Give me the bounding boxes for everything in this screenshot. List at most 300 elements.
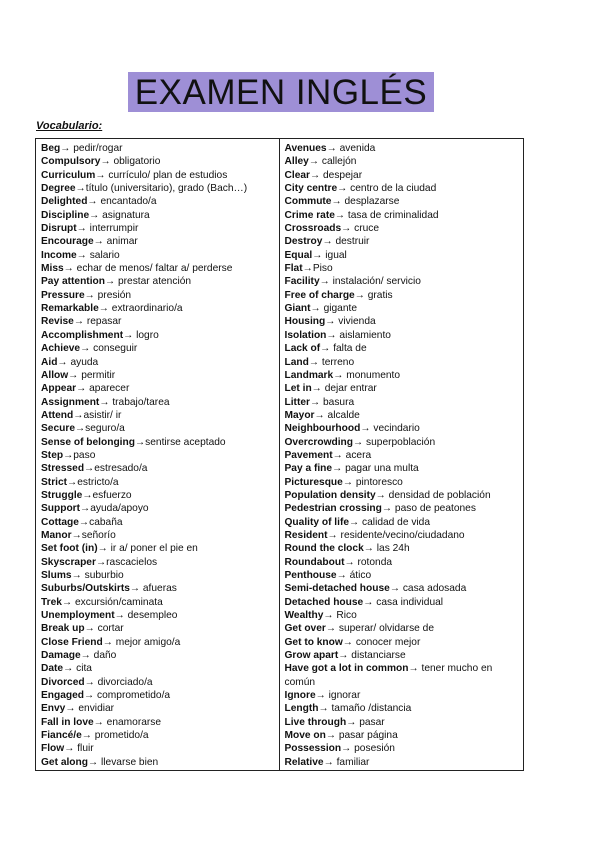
vocab-entry bbox=[285, 569, 524, 582]
arrow-icon: → bbox=[363, 596, 374, 608]
arrow-icon: → bbox=[87, 196, 98, 208]
vocab-term: Cottage bbox=[41, 516, 79, 528]
vocab-term: Pay attention bbox=[41, 276, 105, 288]
arrow-icon: → bbox=[102, 636, 113, 648]
arrow-icon: → bbox=[342, 476, 354, 488]
vocab-meaning: superpoblación bbox=[363, 436, 436, 448]
vocab-term: Remarkable bbox=[41, 303, 99, 315]
vocab-term: Strict bbox=[41, 476, 68, 488]
arrow-icon: → bbox=[84, 289, 95, 301]
vocab-meaning: salario bbox=[86, 249, 120, 261]
vocab-entry bbox=[41, 636, 279, 649]
vocab-entry bbox=[41, 529, 279, 542]
vocab-meaning: llevarse bien bbox=[98, 756, 159, 768]
vocab-term: Compulsory bbox=[41, 156, 101, 168]
vocab-term: Litter bbox=[284, 396, 310, 408]
arrow-icon: → bbox=[68, 369, 79, 381]
vocab-term: Lack of bbox=[284, 343, 321, 355]
arrow-icon: → bbox=[302, 263, 313, 275]
vocab-meaning: casa adosada bbox=[400, 583, 467, 595]
vocab-term: Ignore bbox=[284, 690, 316, 702]
vocab-meaning: callejón bbox=[319, 156, 357, 168]
vocab-term: Revise bbox=[41, 316, 74, 328]
vocab-term: Achieve bbox=[41, 343, 81, 355]
vocab-meaning: logro bbox=[133, 329, 159, 341]
arrow-icon: → bbox=[354, 289, 365, 301]
vocab-term: Grow apart bbox=[284, 650, 339, 662]
arrow-icon: → bbox=[60, 143, 71, 154]
vocab-term: Roundabout bbox=[284, 556, 345, 568]
arrow-icon: → bbox=[73, 316, 85, 328]
vocab-entry bbox=[41, 756, 279, 769]
vocab-term: Facility bbox=[284, 276, 320, 288]
vocab-entry bbox=[285, 542, 524, 555]
vocab-entry bbox=[41, 169, 279, 182]
arrow-icon: → bbox=[325, 730, 337, 742]
vocab-entry bbox=[41, 676, 279, 689]
vocab-term: Trek bbox=[41, 596, 62, 608]
vocab-term: Clear bbox=[284, 169, 310, 181]
vocab-term: Wealthy bbox=[284, 610, 324, 622]
vocab-meaning: cabaña bbox=[89, 516, 123, 528]
vocab-meaning: aparecer bbox=[86, 383, 130, 395]
vocab-meaning: gigante bbox=[320, 303, 357, 315]
arrow-icon: → bbox=[64, 743, 75, 755]
arrow-icon: → bbox=[80, 503, 91, 515]
arrow-icon: → bbox=[319, 276, 330, 288]
vocab-term: Divorced bbox=[41, 676, 85, 688]
arrow-icon: → bbox=[61, 596, 73, 608]
vocab-entry bbox=[285, 396, 524, 409]
vocab-meaning: conseguir bbox=[90, 343, 138, 355]
vocab-entry bbox=[285, 702, 524, 715]
vocab-entry bbox=[285, 476, 524, 489]
vocab-term: Landmark bbox=[284, 369, 334, 381]
arrow-icon: → bbox=[308, 356, 320, 368]
arrow-icon: → bbox=[318, 703, 329, 715]
vocab-meaning: animar bbox=[103, 236, 138, 248]
arrow-icon: → bbox=[71, 570, 82, 581]
vocab-entry bbox=[285, 649, 524, 662]
vocab-meaning: pedir/rogar bbox=[70, 143, 123, 154]
vocab-entry bbox=[41, 716, 279, 729]
vocab-meaning: asignatura bbox=[99, 209, 150, 221]
arrow-icon: → bbox=[408, 663, 419, 675]
vocab-meaning: pasar bbox=[356, 716, 385, 728]
vocab-entry bbox=[285, 169, 524, 182]
vocab-entry bbox=[285, 462, 524, 475]
vocab-meaning: las 24h bbox=[373, 543, 410, 555]
vocab-entry bbox=[41, 569, 279, 582]
vocab-entry bbox=[41, 195, 279, 208]
vocab-meaning: mejor amigo/a bbox=[112, 636, 181, 648]
arrow-icon: → bbox=[97, 543, 108, 555]
vocab-meaning: paso bbox=[73, 449, 96, 461]
vocab-entry bbox=[285, 262, 524, 275]
vocab-entry bbox=[41, 582, 279, 595]
vocab-term: Income bbox=[41, 249, 77, 261]
arrow-icon: → bbox=[326, 143, 337, 154]
vocab-meaning: falta de bbox=[330, 343, 367, 355]
vocab-entry bbox=[285, 742, 524, 755]
vocab-term: Free of charge bbox=[284, 289, 355, 301]
vocab-term: Commute bbox=[284, 196, 332, 208]
vocab-meaning: asistir/ ir bbox=[83, 409, 122, 421]
vocab-term: Attend bbox=[41, 409, 74, 421]
vocab-meaning: envidiar bbox=[75, 703, 115, 715]
vocab-meaning: pintoresco bbox=[353, 476, 403, 488]
vocab-term: Miss bbox=[41, 263, 64, 275]
vocab-meaning: despejar bbox=[320, 169, 363, 181]
vocab-meaning: ir a/ poner el pie en bbox=[107, 543, 198, 555]
arrow-icon: → bbox=[325, 316, 336, 328]
vocab-meaning: ayuda/apoyo bbox=[90, 503, 149, 515]
vocab-meaning: desplazarse bbox=[341, 196, 400, 208]
vocab-term: Struggle bbox=[41, 489, 83, 501]
vocab-term: Get along bbox=[41, 756, 88, 768]
arrow-icon: → bbox=[331, 196, 342, 208]
vocab-entry bbox=[41, 396, 279, 409]
vocab-entry bbox=[41, 302, 279, 315]
vocab-meaning: ignorar bbox=[325, 690, 361, 702]
arrow-icon: → bbox=[310, 303, 321, 315]
vocab-term: Mayor bbox=[284, 409, 315, 421]
arrow-icon: → bbox=[100, 156, 111, 168]
vocab-meaning: igual bbox=[322, 249, 347, 261]
vocab-term: Close Friend bbox=[41, 636, 103, 648]
vocab-entry bbox=[41, 542, 279, 555]
vocabulary-table bbox=[35, 138, 524, 771]
vocab-entry bbox=[285, 342, 524, 355]
vocab-meaning: basura bbox=[320, 396, 355, 408]
vocab-entry bbox=[285, 662, 524, 689]
vocab-meaning: afueras bbox=[140, 583, 177, 595]
vocab-meaning: estresado/a bbox=[94, 463, 148, 475]
arrow-icon: → bbox=[123, 329, 134, 341]
vocab-entry bbox=[41, 489, 279, 502]
arrow-icon: → bbox=[333, 369, 344, 381]
arrow-icon: → bbox=[341, 743, 352, 755]
vocab-term: Get to know bbox=[284, 636, 343, 648]
vocab-meaning: calidad de vida bbox=[359, 516, 431, 528]
vocab-entry bbox=[41, 622, 279, 635]
vocab-entry bbox=[285, 502, 524, 515]
vocab-meaning: señorío bbox=[81, 529, 116, 541]
vocab-entry bbox=[285, 716, 524, 729]
vocab-entry bbox=[41, 356, 279, 369]
vocab-meaning: ático bbox=[346, 570, 372, 581]
vocab-meaning: echar de menos/ faltar a/ perderse bbox=[73, 263, 233, 275]
vocab-entry bbox=[41, 369, 279, 382]
vocab-meaning: instalación/ servicio bbox=[329, 276, 421, 288]
vocab-term: Land bbox=[284, 356, 309, 368]
vocab-term: Secure bbox=[41, 423, 75, 435]
arrow-icon: → bbox=[84, 463, 95, 475]
vocab-term: Break up bbox=[41, 623, 85, 635]
vocab-term: Housing bbox=[284, 316, 326, 328]
arrow-icon: → bbox=[323, 610, 334, 622]
vocab-meaning: aislamiento bbox=[336, 329, 391, 341]
arrow-icon: → bbox=[114, 610, 125, 622]
vocab-entry bbox=[41, 182, 279, 195]
vocab-entry bbox=[41, 409, 279, 422]
arrow-icon: → bbox=[326, 329, 337, 341]
vocab-entry bbox=[285, 249, 524, 262]
arrow-icon: → bbox=[67, 476, 78, 488]
vocab-entry bbox=[41, 235, 279, 248]
vocab-entry bbox=[41, 449, 279, 462]
vocab-term: Date bbox=[41, 663, 64, 675]
vocab-term: Step bbox=[41, 449, 64, 461]
vocab-entry bbox=[285, 596, 524, 609]
vocab-entry bbox=[41, 689, 279, 702]
vocab-meaning: trabajo/tarea bbox=[109, 396, 170, 408]
vocab-term: Avenues bbox=[284, 143, 327, 154]
vocab-term: Disrupt bbox=[41, 223, 77, 235]
vocab-meaning: casa individual bbox=[373, 596, 444, 608]
arrow-icon: → bbox=[84, 623, 95, 635]
vocab-term: Crime rate bbox=[284, 209, 335, 221]
arrow-icon: → bbox=[363, 543, 374, 555]
vocab-term: Suburbs/Outskirts bbox=[41, 583, 130, 595]
vocab-meaning: ayuda bbox=[67, 356, 99, 368]
vocab-term: Have got a lot in common bbox=[284, 663, 409, 675]
vocab-entry bbox=[285, 409, 524, 422]
vocab-meaning: pagar una multa bbox=[342, 463, 419, 475]
vocab-entry bbox=[285, 275, 524, 288]
vocab-entry bbox=[41, 476, 279, 489]
vocab-term: Resident bbox=[284, 529, 328, 541]
arrow-icon: → bbox=[80, 343, 91, 355]
vocab-meaning: alcalde bbox=[324, 409, 360, 421]
vocab-entry bbox=[41, 436, 279, 449]
vocab-term: Set foot (in) bbox=[41, 543, 98, 555]
vocab-term: Possession bbox=[284, 743, 342, 755]
arrow-icon: → bbox=[327, 529, 338, 541]
vocab-entry bbox=[285, 209, 524, 222]
arrow-icon: → bbox=[82, 489, 93, 501]
vocab-term: Discipline bbox=[41, 209, 90, 221]
vocab-entry bbox=[285, 289, 524, 302]
vocab-meaning: desempleo bbox=[124, 610, 178, 622]
vocab-meaning: permitir bbox=[78, 369, 116, 381]
vocab-term: Length bbox=[284, 703, 319, 715]
arrow-icon: → bbox=[95, 169, 106, 181]
vocab-entry bbox=[41, 222, 279, 235]
vocab-meaning: título (universitario), grado (Bach…) bbox=[85, 183, 248, 195]
vocab-term: Pavement bbox=[284, 449, 333, 461]
vocab-meaning: distanciarse bbox=[348, 650, 406, 662]
vocab-term: Encourage bbox=[41, 236, 94, 248]
vocab-entry bbox=[41, 209, 279, 222]
vocab-entry bbox=[41, 142, 279, 155]
arrow-icon: → bbox=[65, 703, 76, 715]
vocab-entry bbox=[285, 756, 524, 769]
vocab-term: Flow bbox=[41, 743, 65, 755]
vocab-entry bbox=[285, 155, 524, 168]
vocab-meaning: cortar bbox=[94, 623, 124, 635]
arrow-icon: → bbox=[129, 583, 141, 595]
vocab-meaning: conocer mejor bbox=[352, 636, 421, 648]
vocab-entry bbox=[41, 155, 279, 168]
arrow-icon: → bbox=[84, 690, 95, 702]
vocab-meaning: seguro/a bbox=[85, 423, 125, 435]
vocab-entry bbox=[41, 742, 279, 755]
vocab-meaning: vecindario bbox=[370, 423, 420, 435]
vocab-term: Delighted bbox=[41, 196, 88, 208]
vocab-term: Fall in love bbox=[41, 716, 94, 728]
arrow-icon: → bbox=[308, 156, 320, 168]
vocab-entry bbox=[41, 729, 279, 742]
arrow-icon: → bbox=[309, 396, 321, 408]
vocab-entry bbox=[41, 502, 279, 515]
vocab-term: Semi-detached house bbox=[284, 583, 390, 595]
vocab-term: Unemployment bbox=[41, 610, 115, 622]
vocab-meaning: familiar bbox=[333, 756, 370, 768]
arrow-icon: → bbox=[98, 303, 109, 315]
arrow-icon: → bbox=[334, 209, 346, 221]
arrow-icon: → bbox=[311, 383, 322, 395]
vocab-entry bbox=[285, 689, 524, 702]
arrow-icon: → bbox=[134, 436, 146, 448]
vocab-meaning: repasar bbox=[84, 316, 122, 328]
arrow-icon: → bbox=[95, 556, 107, 568]
vocab-term: Detached house bbox=[284, 596, 364, 608]
vocab-entry bbox=[285, 182, 524, 195]
vocab-meaning: currículo/ plan de estudios bbox=[105, 169, 228, 181]
vocab-term: Crossroads bbox=[284, 223, 342, 235]
arrow-icon: → bbox=[323, 756, 334, 768]
vocab-meaning: pasar página bbox=[336, 730, 398, 742]
vocab-entry bbox=[41, 315, 279, 328]
vocab-meaning: posesión bbox=[351, 743, 395, 755]
vocab-entry bbox=[285, 329, 524, 342]
vocab-meaning: prestar atención bbox=[115, 276, 192, 288]
arrow-icon: → bbox=[349, 516, 360, 528]
vocab-term: Curriculum bbox=[41, 169, 96, 181]
vocab-term: Alley bbox=[284, 156, 309, 168]
vocab-entry bbox=[285, 609, 524, 622]
arrow-icon: → bbox=[84, 676, 95, 688]
vocab-entry bbox=[41, 342, 279, 355]
vocab-term: Flat bbox=[284, 263, 303, 275]
vocab-entry bbox=[285, 369, 524, 382]
vocab-term: City centre bbox=[284, 183, 338, 195]
arrow-icon: → bbox=[57, 356, 68, 368]
vocab-term: Get over bbox=[284, 623, 326, 635]
arrow-icon: → bbox=[63, 663, 74, 675]
vocab-meaning: divorciado/a bbox=[94, 676, 153, 688]
vocab-entry bbox=[41, 289, 279, 302]
vocab-entry bbox=[285, 622, 524, 635]
vocab-term: Pedestrian crossing bbox=[284, 503, 382, 515]
vocab-entry bbox=[285, 222, 524, 235]
vocab-entry bbox=[41, 609, 279, 622]
arrow-icon: → bbox=[76, 383, 87, 395]
vocab-term: Overcrowding bbox=[284, 436, 353, 448]
arrow-icon: → bbox=[360, 423, 371, 435]
vocab-entry bbox=[285, 449, 524, 462]
vocab-term: Penthouse bbox=[284, 570, 337, 581]
vocab-entry bbox=[41, 596, 279, 609]
vocab-meaning: dejar entrar bbox=[321, 383, 377, 395]
vocab-entry bbox=[41, 249, 279, 262]
vocab-term: Equal bbox=[284, 249, 313, 261]
vocab-meaning: avenida bbox=[336, 143, 376, 154]
arrow-icon: → bbox=[381, 503, 393, 515]
arrow-icon: → bbox=[63, 449, 74, 461]
vocab-entry bbox=[41, 516, 279, 529]
vocab-meaning: obligatorio bbox=[110, 156, 161, 168]
vocab-term: Pay a fine bbox=[284, 463, 333, 475]
vocab-term: Slums bbox=[41, 570, 72, 581]
vocab-term: Assignment bbox=[41, 396, 100, 408]
arrow-icon: → bbox=[325, 623, 337, 635]
vocab-term: Support bbox=[41, 503, 81, 515]
vocab-meaning: esfuerzo bbox=[92, 489, 132, 501]
arrow-icon: → bbox=[73, 409, 84, 421]
vocab-term: Live through bbox=[284, 716, 347, 728]
vocab-term: Quality of life bbox=[284, 516, 350, 528]
vocab-term: Fiancé/e bbox=[41, 730, 82, 742]
arrow-icon: → bbox=[89, 209, 100, 221]
vocab-meaning: terreno bbox=[319, 356, 355, 368]
arrow-icon: → bbox=[75, 183, 86, 195]
arrow-icon: → bbox=[80, 650, 91, 662]
vocab-term: Giant bbox=[284, 303, 311, 315]
vocab-meaning: tasa de criminalidad bbox=[345, 209, 439, 221]
vocab-meaning: tamaño /distancia bbox=[328, 703, 412, 715]
vocab-entry bbox=[285, 235, 524, 248]
arrow-icon: → bbox=[338, 650, 349, 662]
vocab-meaning: acera bbox=[342, 449, 372, 461]
arrow-icon: → bbox=[93, 716, 104, 728]
page-title: EXAMEN INGLÉS bbox=[134, 72, 428, 112]
arrow-icon: → bbox=[93, 236, 104, 248]
vocab-entry bbox=[285, 142, 524, 155]
arrow-icon: → bbox=[375, 489, 386, 501]
vocab-entry bbox=[285, 195, 524, 208]
vocab-term: Beg bbox=[41, 143, 61, 154]
arrow-icon: → bbox=[332, 449, 343, 461]
vocab-entry bbox=[41, 329, 279, 342]
vocab-meaning: cruce bbox=[351, 223, 380, 235]
vocab-meaning: rascacielos bbox=[106, 556, 158, 568]
arrow-icon: → bbox=[344, 556, 355, 568]
vocab-term: Move on bbox=[284, 730, 326, 742]
vocab-meaning: densidad de población bbox=[385, 489, 491, 501]
arrow-icon: → bbox=[353, 436, 364, 448]
vocab-meaning: estricto/a bbox=[77, 476, 119, 488]
vocab-entry bbox=[285, 422, 524, 435]
vocab-meaning: excursión/caminata bbox=[72, 596, 163, 608]
vocab-entry bbox=[41, 422, 279, 435]
vocab-entry bbox=[285, 436, 524, 449]
arrow-icon: → bbox=[389, 583, 400, 595]
vocab-meaning: gratis bbox=[364, 289, 393, 301]
arrow-icon: → bbox=[76, 249, 87, 261]
vocab-term: Engaged bbox=[41, 690, 85, 702]
vocab-term: Destroy bbox=[284, 236, 323, 248]
vocab-meaning: Piso bbox=[312, 263, 333, 275]
arrow-icon: → bbox=[337, 183, 348, 195]
vocab-entry bbox=[285, 556, 524, 569]
arrow-icon: → bbox=[71, 529, 82, 541]
vocab-term: Sense of belonging bbox=[41, 436, 135, 448]
arrow-icon: → bbox=[315, 690, 326, 702]
vocab-meaning: vivienda bbox=[335, 316, 376, 328]
vocab-term: Population density bbox=[284, 489, 376, 501]
